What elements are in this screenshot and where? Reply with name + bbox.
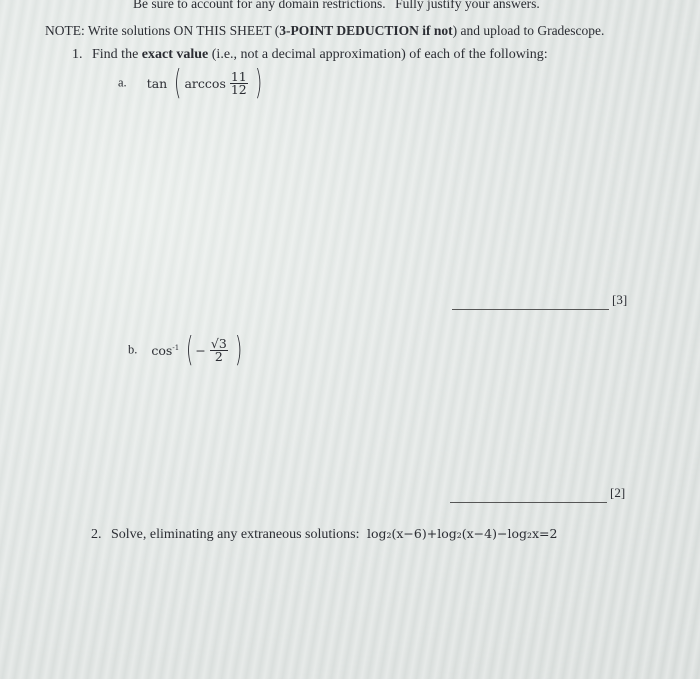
part-a-denominator: 12 (230, 81, 247, 97)
part-b-exponent: -1 (172, 343, 180, 352)
part-b-cos (151, 343, 179, 358)
part-b-sign: − (195, 342, 206, 358)
question-1-prompt (72, 47, 548, 63)
domain-reminder: Be sure to account for any domain restrictions. (133, 0, 386, 11)
question-1-text-end: (i.e., not a decimal approximation) of each of the following: (211, 47, 548, 62)
question-2-equation: log₂(x−6)+log₂(x−4)−log₂x=2 (366, 526, 558, 541)
part-b (128, 330, 245, 370)
part-a-label: a. (118, 75, 127, 90)
part-a-fraction (230, 68, 248, 97)
part-b-fraction (210, 335, 228, 364)
part-b-label: b. (128, 342, 138, 357)
note-deduction: 3-POINT DEDUCTION if not (279, 23, 453, 38)
part-a-arccos: arccos (184, 75, 226, 91)
note-suffix: ) and upload to Gradescope. (452, 23, 605, 38)
question-2-prompt: Solve, eliminating any extraneous solutions: (111, 527, 360, 542)
part-b-denominator: 2 (214, 348, 223, 364)
note-line (45, 23, 604, 39)
part-b-right-paren: ) (234, 330, 243, 370)
part-a-answer-line[interactable] (452, 309, 609, 310)
part-b-left-paren: ( (186, 330, 194, 370)
part-a-left-paren: ( (174, 63, 182, 103)
part-b-points: [2] (610, 485, 626, 500)
part-a-tan: tan (146, 75, 168, 91)
part-a (118, 63, 265, 103)
question-2-number: 2. (91, 527, 102, 542)
note-prefix: NOTE: Write solutions ON THIS SHEET ( (45, 23, 280, 38)
part-b-fn: cos (151, 342, 173, 358)
question-1-exact-value: exact value (141, 47, 209, 62)
question-1-text-start: Find the (92, 47, 139, 62)
part-b-numerator: √3 (210, 335, 227, 351)
part-a-numerator: 11 (230, 68, 247, 84)
question-1-number: 1. (72, 47, 83, 62)
question-2 (91, 526, 557, 543)
part-a-right-paren: ) (254, 63, 263, 103)
part-b-answer-line[interactable] (450, 502, 607, 503)
justify-reminder: Fully justify your answers. (395, 0, 540, 11)
part-a-points: [3] (612, 292, 628, 307)
instructions-line (133, 0, 540, 12)
